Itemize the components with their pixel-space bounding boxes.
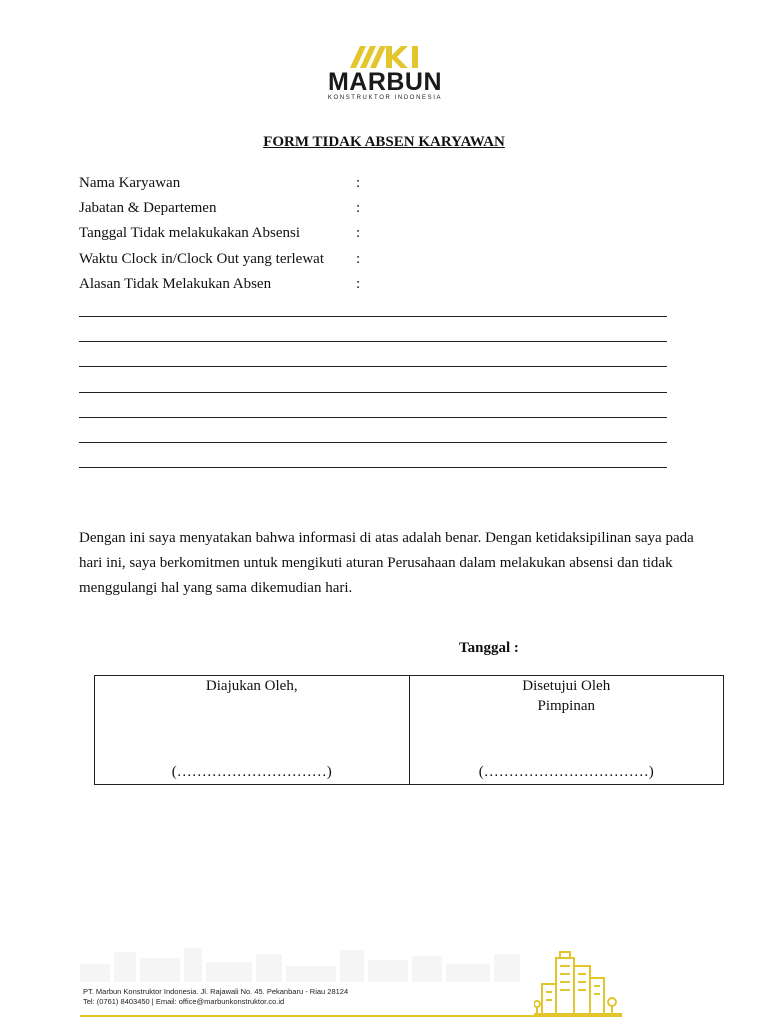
footer-address: PT. Marbun Konstruktor Indonesia. Jl. Rajawali No. 45. Pekanbaru - Riau 28124 xyxy=(83,987,349,996)
signature-cell-submitted xyxy=(95,676,409,784)
reason-blank-line xyxy=(79,417,667,418)
approver-role-label: Pimpinan xyxy=(537,698,595,714)
form-title: FORM TIDAK ABSEN KARYAWAN xyxy=(263,134,505,150)
field-label: Nama Karyawan xyxy=(79,175,181,191)
field-colon: : xyxy=(356,250,361,267)
brand-name: MARBUN xyxy=(327,68,443,96)
field-colon: : xyxy=(356,175,361,191)
brand-subtitle: KONSTRUKTOR INDONESIA xyxy=(327,95,443,101)
skyline-watermark-icon xyxy=(80,944,520,982)
field-colon: : xyxy=(356,275,361,292)
footer xyxy=(80,944,630,1020)
footer-phone-email: Tel: (0761) 8403450 | Email: office@marbunkonstruktor.co.id xyxy=(83,997,285,1006)
city-buildings-icon xyxy=(534,948,622,1016)
submitted-by-label: Diajukan Oleh, xyxy=(205,678,298,694)
date-label: Tanggal : xyxy=(459,640,519,656)
company-logo xyxy=(312,46,458,108)
signature-cell-approved xyxy=(409,676,724,784)
approved-by-label: Disetujui Oleh xyxy=(522,678,611,694)
field-colon: : xyxy=(356,200,361,217)
field-label: Jabatan & Departemen xyxy=(79,200,217,217)
signature-table xyxy=(94,675,724,785)
footer-contact xyxy=(83,987,348,1007)
field-colon: : xyxy=(356,225,361,242)
reason-blank-line xyxy=(79,316,667,317)
footer-rule xyxy=(80,1015,622,1017)
reason-blank-line xyxy=(79,392,667,393)
reason-blank-line xyxy=(79,467,667,468)
field-label: Tanggal Tidak melakukakan Absensi xyxy=(79,225,301,242)
submitted-signature-line: (…………………………) xyxy=(171,764,332,780)
logo-mark-icon xyxy=(346,46,424,68)
reason-blank-line xyxy=(79,366,667,367)
field-label: Alasan Tidak Melakukan Absen xyxy=(79,275,272,292)
reason-lines xyxy=(79,316,667,468)
reason-blank-line xyxy=(79,442,667,443)
reason-blank-line xyxy=(79,341,667,342)
field-label: Waktu Clock in/Clock Out yang terlewat xyxy=(79,250,324,267)
statement-paragraph: Dengan ini saya menyatakan bahwa informasi di atas adalah benar. Dengan ketidaksipilinan saya pada hari ini, saya berkomitmen untuk mengikuti aturan Perusahaan dalam melakukan absensi dan tidak menggulangi hal yang sama dikemudian hari. xyxy=(79,530,694,596)
approved-signature-line: (……………………………) xyxy=(478,764,654,780)
